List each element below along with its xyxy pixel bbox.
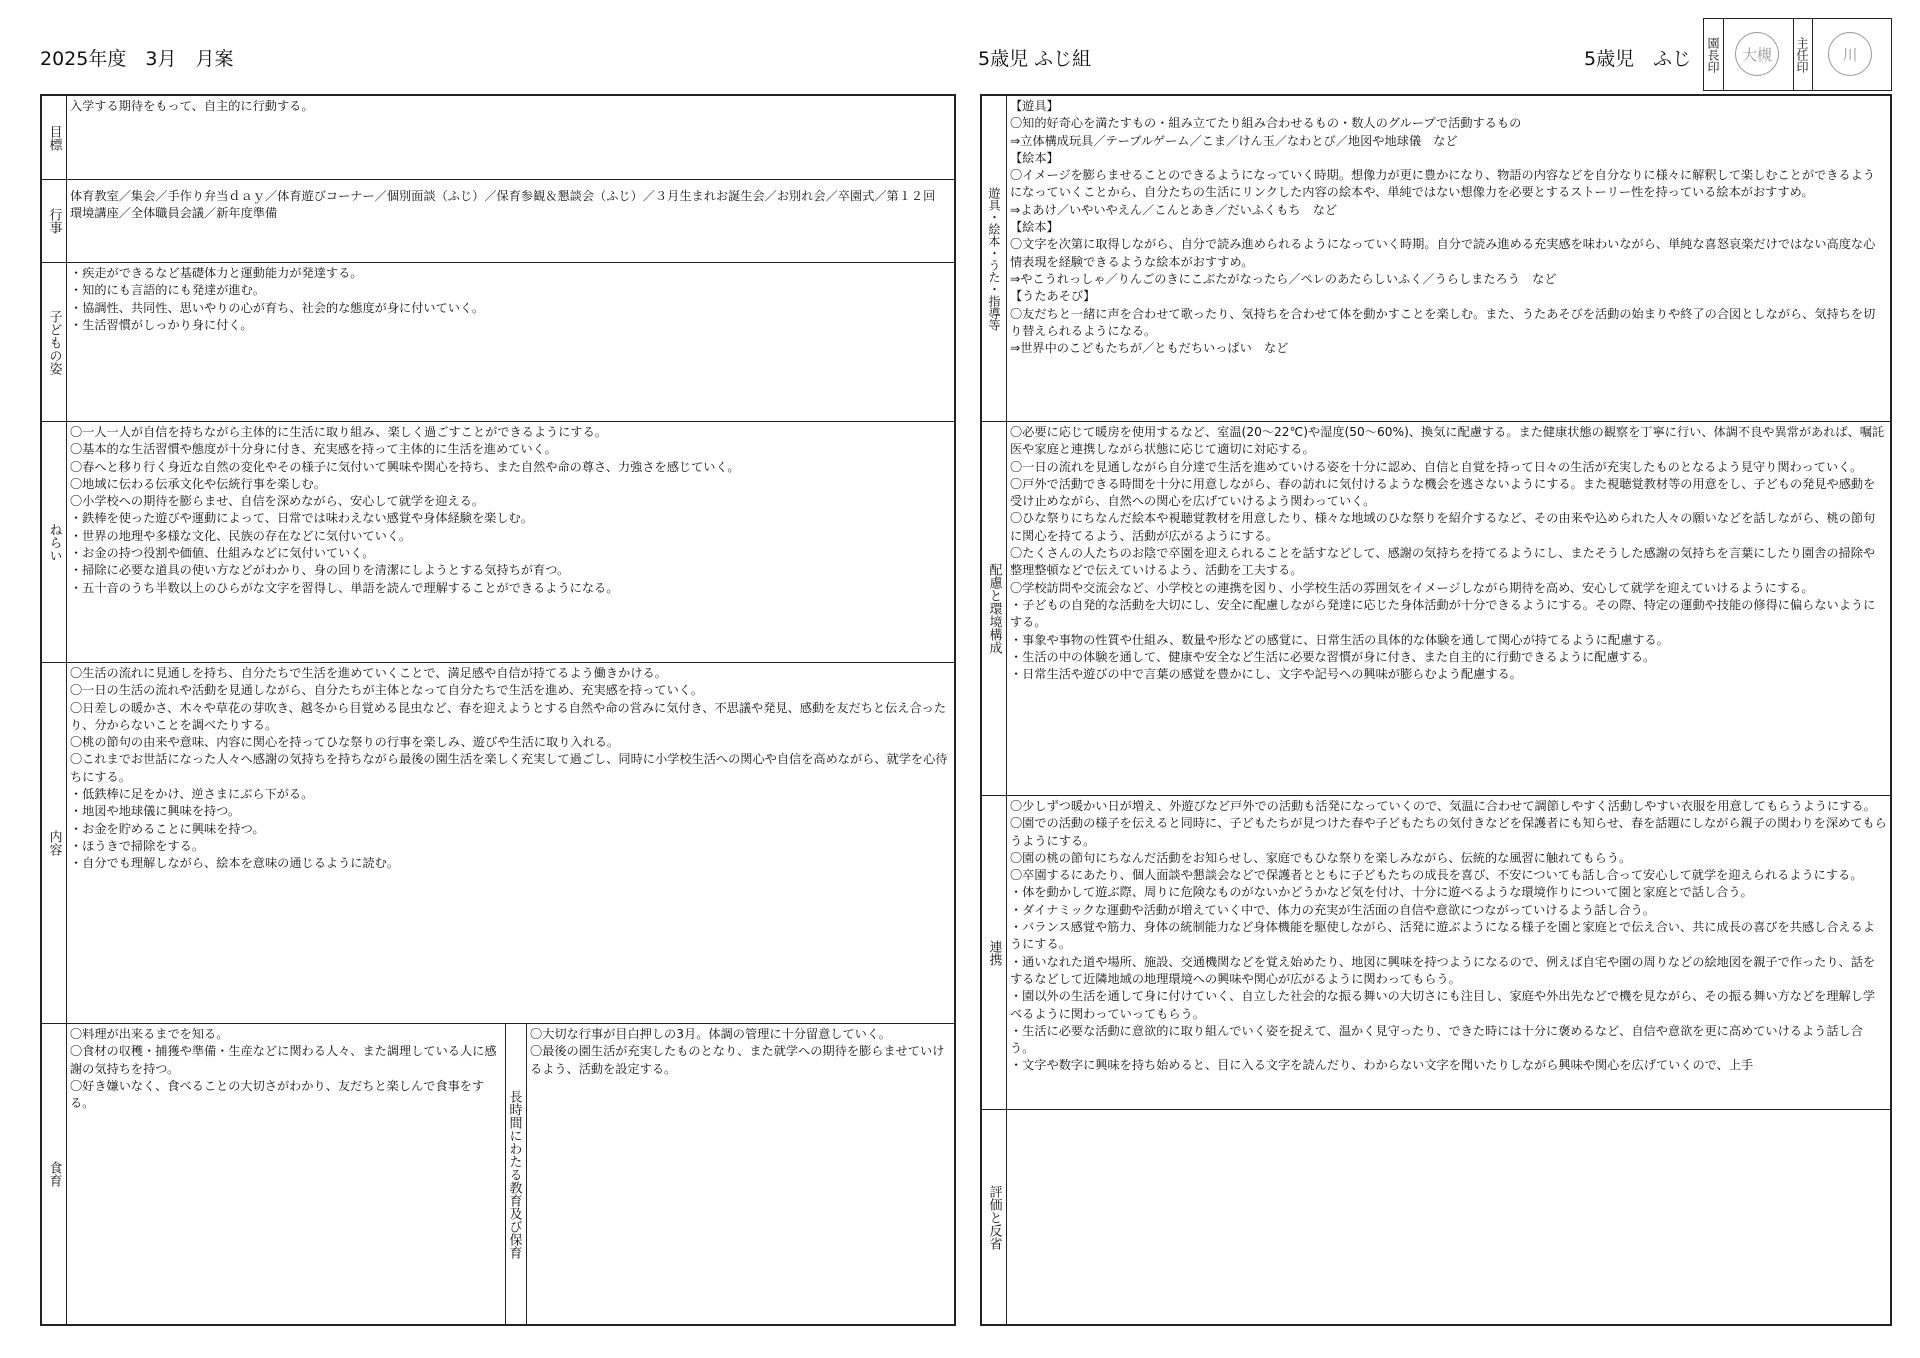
class-name-center: 5歳児 ふじ組: [978, 48, 1092, 70]
goal-label: 目標: [42, 96, 67, 179]
events-text: 体育教室／集会／手作り弁当ｄａｙ／体育遊びコーナー／個別面談（ふじ）／保育参観＆懇談会（ふじ）／３月生まれお誕生会／お別れ会／卒園式／第１２回 環境講座／全体職員会議／新年度準備: [70, 189, 940, 221]
goal-text: 入学する期待をもって、自主的に行動する。: [70, 99, 314, 113]
env-row: [982, 422, 1890, 796]
goal-row: [42, 96, 954, 180]
play-text: 【遊具】 〇知的好奇心を満たすもの・組み立てたり組み合わせるもの・数人のグループで活動するもの ⇒立体構成玩具／テーブルゲーム／こま／けん玉／なわとび／地図や地球儀 など 【絵本】 〇イメージを膨らませることのできるようになっていく時期。想像力が更に豊かになり、物語の内容などを自分なりに様々に解釈して楽しむことができるようになっていくことから、自分たちの生活にリンクした内容の絵本や、単純ではない想像力を必要とするストーリー性を持っている絵本がおすすめ。 ⇒よあけ／いやいやえん／こんとあき／だいふくもち など 【絵本】 〇文字を次第に取得しながら、自分で読み進められるようになっていく時期。自分で読み進める充実感を味わいながら、単純な喜怒哀楽だけではない高度な心情表現を経験できるような絵本がおすすめ。 ⇒やこうれっしゃ／りんごのきにこぶたがなったら／ペレのあたらしいふく／うらしまたろう など 【うたあそび】 〇友だちと一緒に声を合わせて歌ったり、気持ちを合わせて体を動かすことを楽しむ。また、うたあそびを活動の始まりや終了の合図としながら、気持ちを切り替えられるようになる。 ⇒世界中のこどもたちが／ともだちいっぱい など: [1010, 99, 1876, 356]
play-row: [982, 96, 1890, 422]
review-text: [1007, 1110, 1890, 1324]
events-row: [42, 180, 954, 263]
env-label: 配慮と環境構成: [982, 422, 1007, 795]
review-row: [982, 1110, 1890, 1324]
aims-row: [42, 422, 954, 663]
env-text: 〇必要に応じて暖房を使用するなど、室温(20〜22℃)や湿度(50〜60%)、換気に配慮する。また健康状態の観察を丁寧に行い、体調不良や異常があれば、嘱託医や家庭と連携しながら状態に応じて適切に対応する。 〇一日の流れを見通しながら自分達で生活を進めていける姿を十分に認め、自信と自覚を持って日々の生活が充実したものとなるよう見守り関わっていく。 〇戸外で活動できる時間を十分に用意しながら、春の訪れに気付けるような機会を逃さないようにする。また視聴覚教材等の用意をし、子どもの発見や感動を受け止めながら、自然への関心を広げていけるよう関わっていく。 〇ひな祭りにちなんだ絵本や視聴覚教材を用意したり、様々な地域のひな祭りを紹介するなど、その由来や込められた人々の願いなどを話しながら、桃の節句に関心を持てるよう、活動が広がるようにする。 〇たくさんの人たちのお陰で卒園を迎えられることを話すなどして、感謝の気持ちを持てるようにし、またそうした感謝の気持ちを言葉にしたり園舎の掃除や整理整頓などで伝えていけるよう、活動を工夫する。 〇学校訪問や交流会など、小学校との連携を図り、小学校生活の雰囲気をイメージしながら期待を高め、安心して就学を迎えていけるようにする。 ・子どもの自発的な活動を大切にし、安全に配慮しながら発達に応じた身体活動が十分できるようにする。その際、特定の運動や技能の修得に偏らないようにする。 ・事象や事物の性質や仕組み、数量や形などの感覚に、日常生活の具体的な体験を通して関心が持てるように配慮する。 ・生活の中の体験を通して、健康や安全など生活に必要な習慣が身に付き、また自主的に行動できるように配慮する。 ・日常生活や遊びの中で言葉の感覚を豊かにし、文字や記号への興味が膨らむよう配慮する。: [1010, 425, 1885, 682]
left-panel: [40, 94, 956, 1326]
events-label: 行事: [42, 180, 67, 262]
children-label: 子どもの姿: [42, 263, 67, 421]
longtime-label: 長時間にわたる教育及び保育: [502, 1024, 527, 1324]
aims-label: ねらい: [42, 422, 67, 662]
review-label: 評価と反省: [982, 1110, 1007, 1324]
page-title: 2025年度 3月 月案: [40, 48, 234, 70]
food-label: 食育: [42, 1024, 67, 1324]
principal-stamp-label: 園長印: [1704, 19, 1724, 90]
food-text: 〇料理が出来るまでを知る。 〇食材の収穫・捕獲や準備・生産などに関わる人々、また調理している人に感謝の気持ちを持つ。 〇好き嫌いなく、食べることの大切さがわかり、友だちと楽しんで食事をする。: [67, 1024, 506, 1324]
content-text: 〇生活の流れに見通しを持ち、自分たちで生活を進めていくことで、満足感や自信が持てるよう働きかける。 〇一日の生活の流れや活動を見通しながら、自分たちが主体となって自分たちで生活を進め、充実感を持っていく。 〇日差しの暖かさ、木々や草花の芽吹き、越冬から目覚める昆虫など、春を迎えようとする自然や命の営みに気付き、不思議や発見、感動を友だちと伝え合ったり、分からないことを調べたりする。 〇桃の節句の由来や意味、内容に関心を持ってひな祭りの行事を楽しみ、遊びや生活に取り入れる。 〇これまでお世話になった人々へ感謝の気持ちを持ちながら最後の園生活を楽しく充実して過ごし、同時に小学校生活への関心や自信を高めながら、就学を心待ちにする。 ・低鉄棒に足をかけ、逆さまにぶら下がる。 ・地図や地球儀に興味を持つ。 ・お金を貯めることに興味を持つ。 ・ほうきで掃除をする。 ・自分でも理解しながら、絵本を意味の通じるように読む。: [70, 666, 948, 871]
bottom-row: [42, 1024, 954, 1324]
content-label: 内容: [42, 663, 67, 1023]
aims-text: 〇一人一人が自信を持ちながら主体的に生活に取り組み、楽しく過ごすことができるようにする。 〇基本的な生活習慣や態度が十分身に付き、充実感を持って主体的に生活を進めていく。 〇春へと移り行く身近な自然の変化やその様子に気付いて興味や関心を持ち、また自然や命の尊さ、力強さを感じていく。 〇地域に伝わる伝承文化や伝統行事を楽しむ。 〇小学校への期待を膨らませ、自信を深めながら、安心して就学を迎える。 ・鉄棒を使った遊びや運動によって、日常では味わえない感覚や身体経験を楽しむ。 ・世界の地理や多様な文化、民族の存在などに気付いていく。 ・お金の持つ役割や価値、仕組みなどに気付いていく。 ・掃除に必要な道具の使い方などがわかり、身の回りを清潔にしようとする気持ちが育つ。 ・五十音のうち半数以上のひらがな文字を習得し、単語を読んで理解することができるようになる。: [70, 425, 740, 595]
content-row: [42, 663, 954, 1024]
principal-stamp-box: [1723, 19, 1794, 90]
chief-stamp-box: [1812, 19, 1891, 90]
class-name-right: 5歳児 ふじ: [1584, 48, 1692, 70]
link-row: [982, 796, 1890, 1110]
children-text: ・疾走ができるなど基礎体力と運動能力が発達する。 ・知的にも言語的にも発達が進む。 ・協調性、共同性、思いやりの心が育ち、社会的な態度が身に付いていく。 ・生活習慣がしっかり身に付く。: [70, 266, 485, 332]
chief-stamp-label: 主任印: [1793, 19, 1813, 90]
stamp-area: [1703, 18, 1892, 91]
children-row: [42, 263, 954, 422]
principal-stamp: 大槻: [1735, 32, 1779, 76]
right-panel: [980, 94, 1892, 1326]
play-label: 遊具・絵本・うた・指導等: [982, 96, 1007, 421]
link-label: 連携: [982, 796, 1007, 1109]
chief-stamp: 川: [1828, 32, 1872, 76]
longtime-text: 〇大切な行事が目白押しの3月。体調の管理に十分留意していく。 〇最後の園生活が充実したものとなり、また就学への期待を膨らませていけるよう、活動を設定する。: [530, 1027, 945, 1076]
link-text: 〇少しずつ暖かい日が増え、外遊びなど戸外での活動も活発になっていくので、気温に合わせて調節しやすく活動しやすい衣服を用意してもらうようにする。 〇園での活動の様子を伝えると同時に、子どもたちが見つけた春や子どもたちの気付きなどを保護者にも知らせ、春を話題にしながら親子の関わりを深めてもらうようにする。 〇園の桃の節句にちなんだ活動をお知らせし、家庭でもひな祭りを楽しみながら、伝統的な風習に触れてもらう。 〇卒園するにあたり、個人面談や懇談会などで保護者とともに子どもたちの成長を喜び、不安についても話し合って安心して就学を迎えられるようにする。 ・体を動かして遊ぶ際、周りに危険なものがないかどうかなど気を付け、十分に遊べるような環境作りについて園と家庭とで話し合う。 ・ダイナミックな運動や活動が増えていく中で、体力の充実が生活面の自信や意欲につながっていけるよう話し合う。 ・バランス感覚や筋力、身体の統制能力など身体機能を駆使しながら、活発に遊ぶようになる様子を園と家庭とで伝え合い、共に成長の喜びを共感し合えるようにする。 ・通いなれた道や場所、施設、交通機関などを覚え始めたり、地図に興味を持つようになるので、例えば自宅や園の周りなどの絵地図を親子で作ったり、話をするなどして近隣地域の地理環境への興味や関心が広がるように関わってもらう。 ・園以外の生活を通して身に付けていく、自立した社会的な振る舞いの大切さにも注目し、家庭や外出先などで機を見ながら、その振る舞い方などを理解し学べるように関わっていってもらう。 ・生活に必要な活動に意欲的に取り組んでいく姿を捉えて、温かく見守ったり、できた時には十分に褒めるなど、自信や意欲を更に高めていけるよう話し合う。 ・文字や数字に興味を持ち始めると、目に入る文字を読んだり、わからない文字を聞いたりしながら興味や関心を広げていくので、上手: [1010, 799, 1887, 1073]
